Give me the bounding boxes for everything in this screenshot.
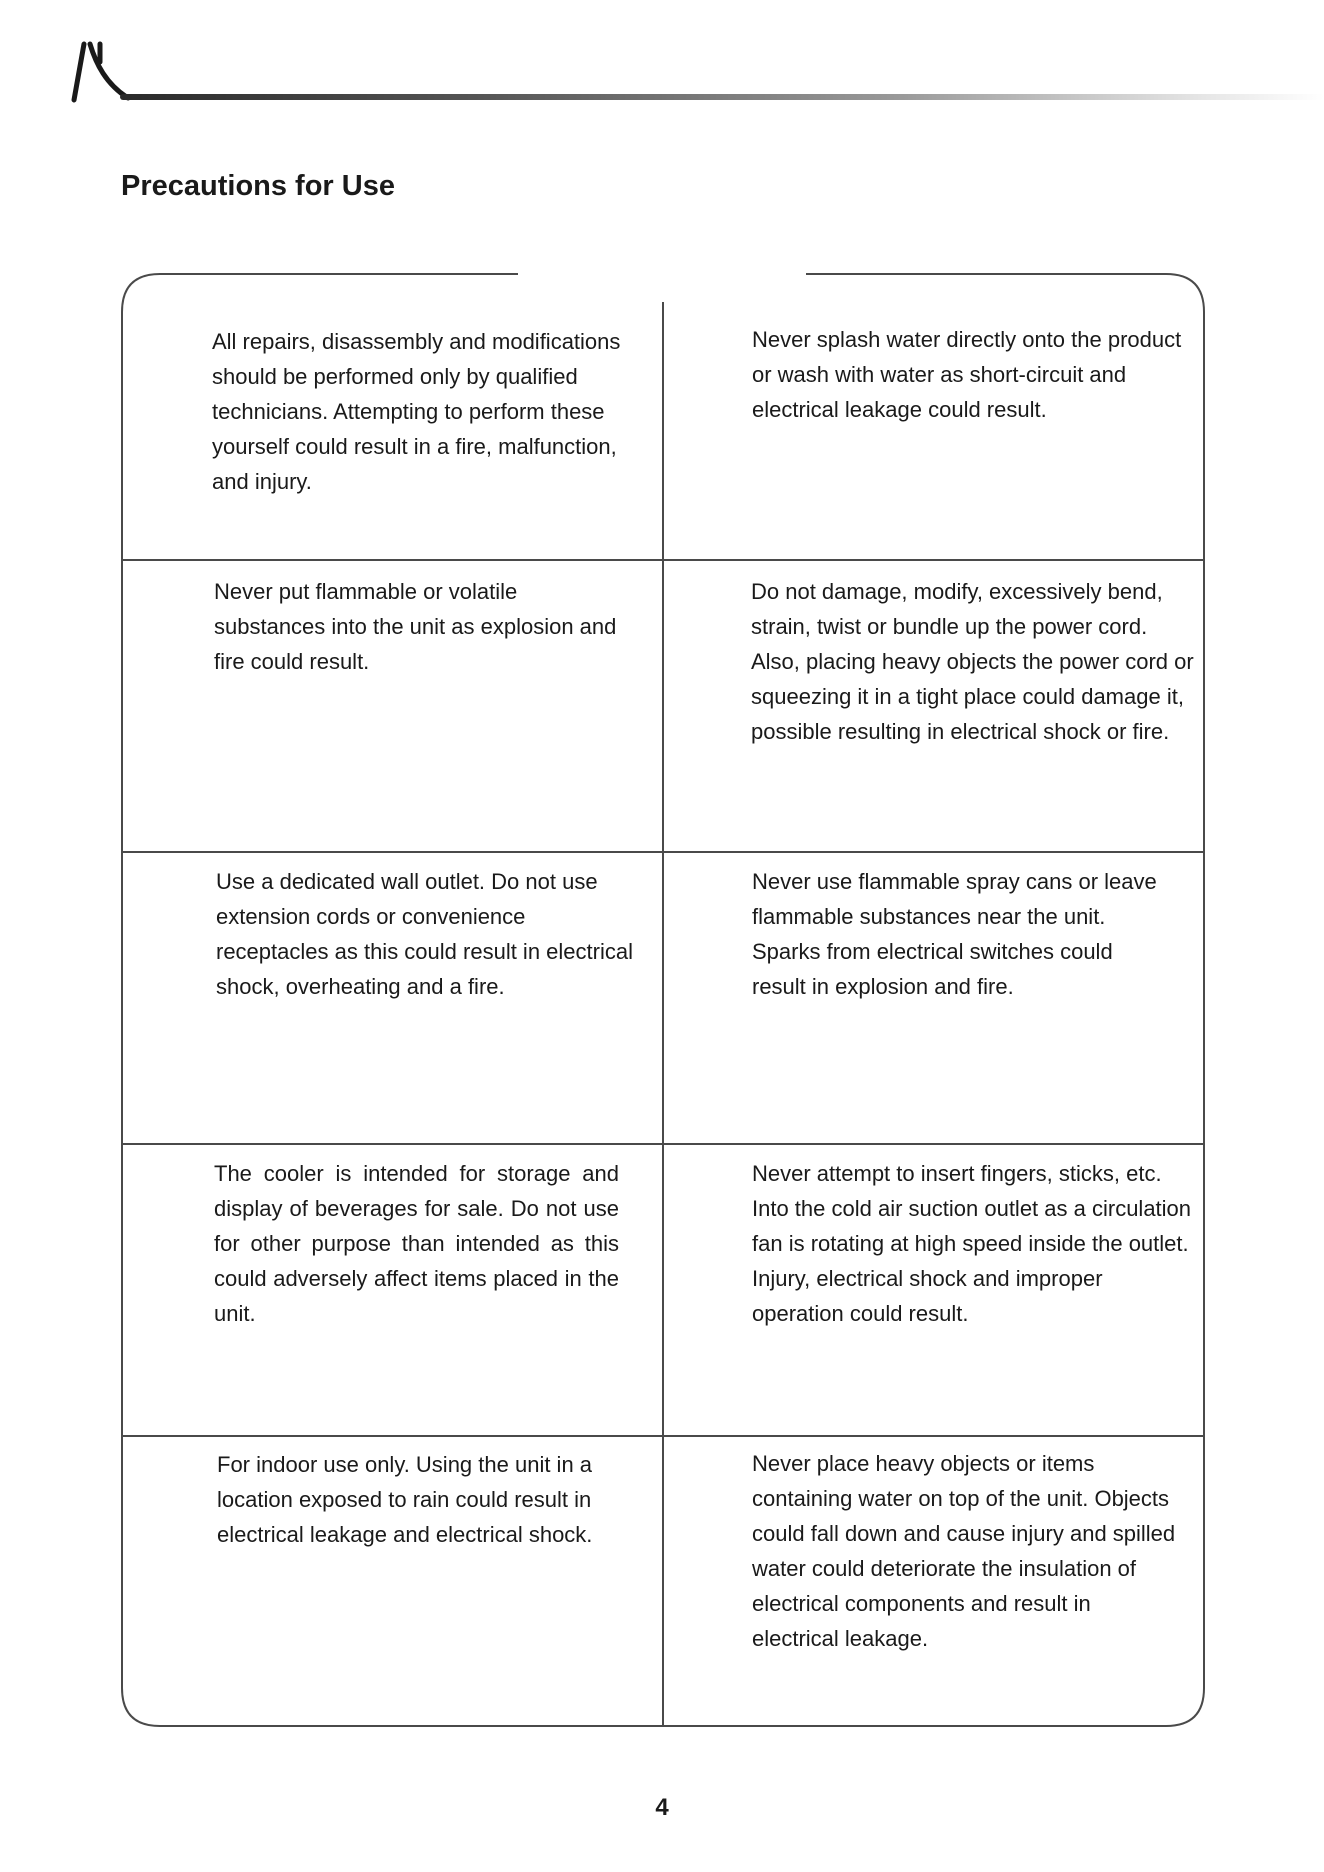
page-number: 4 xyxy=(655,1794,669,1821)
page-title: Precautions for Use xyxy=(121,170,395,202)
precaution-cell-3: Never put flammable or volatile substances into the unit as explosion and fire could result. xyxy=(214,579,617,674)
precaution-cell-10: Never place heavy objects or items containing water on top of the unit. Objects could fall down and cause injury and spilled water could deteriorate the insulation of electrical components and result in electrical leakage. xyxy=(752,1451,1176,1651)
precaution-cell-9: For indoor use only. Using the unit in a location exposed to rain could result in electrical leakage and electrical shock. xyxy=(217,1452,593,1547)
precaution-cell-4: Do not damage, modify, excessively bend, strain, twist or bundle up the power cord. Also, placing heavy objects the power cord or squeezing it in a tight place could damage it, possible resulting in electrical shock or fire. xyxy=(751,579,1194,744)
precaution-cell-1: All repairs, disassembly and modifications should be performed only by qualified technicians. Attempting to perform these yourself could result in a fire, malfunction, and injury. xyxy=(212,329,621,494)
precaution-cell-6: Never use flammable spray cans or leave flammable substances near the unit. Sparks from electrical switches could result in explosion and fire. xyxy=(752,869,1157,999)
precaution-cell-2: Never splash water directly onto the product or wash with water as short-circuit and electrical leakage could result. xyxy=(752,327,1182,422)
precaution-cell-5: Use a dedicated wall outlet. Do not use extension cords or convenience receptacles as this could result in electrical shock, overheating and a fire. xyxy=(216,869,633,999)
precaution-cell-8: Never attempt to insert fingers, sticks, etc. Into the cold air suction outlet as a circulation fan is rotating at high speed inside the outlet. Injury, electrical shock and improper operation could result. xyxy=(752,1161,1192,1326)
precaution-cell-7: The cooler is intended for storage and display of beverages for sale. Do not use for other purpose than intended as this could adversely affect items placed in the unit. xyxy=(214,1161,619,1326)
header-rule xyxy=(120,94,1324,100)
